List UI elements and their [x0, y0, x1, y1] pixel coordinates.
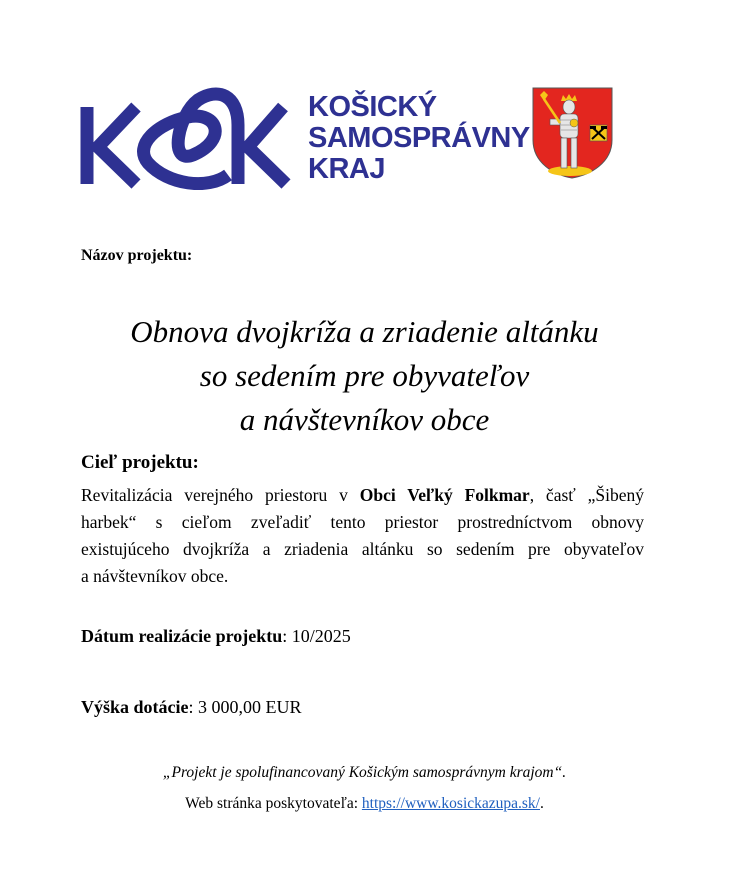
- project-name-label: Názov projektu:: [81, 247, 193, 264]
- goal-line-2: harbek“ s cieľom zveľadiť tento priestor prostredníctvom obnovy: [81, 512, 644, 532]
- provider-website: [0, 795, 729, 813]
- logo-line-1: KOŠICKÝ: [308, 91, 437, 123]
- realization-date: [81, 626, 351, 647]
- ksk-right-k-arms: [248, 107, 286, 184]
- municipality-name: Obci Veľký Folkmar: [359, 485, 530, 505]
- ksk-swirl: [144, 94, 238, 184]
- goal-line-4: a návštevníkov obce.: [81, 566, 229, 586]
- project-goal-text: [81, 482, 644, 590]
- ksk-logo: [78, 85, 530, 195]
- grant-amount-label: Výška dotácie: [81, 697, 189, 717]
- project-title: [0, 310, 729, 442]
- project-goal-label: Cieľ projektu:: [81, 452, 199, 473]
- logo-line-3: KRAJ: [308, 153, 385, 185]
- logo-line-2: SAMOSPRÁVNY: [308, 122, 530, 154]
- ksk-logo-mark: [78, 85, 293, 190]
- project-title-line-1: Obnova dvojkríža a zriadenie altánku: [130, 314, 599, 349]
- coat-of-arms: [530, 85, 615, 180]
- project-title-line-3: a návštevníkov obce: [239, 402, 490, 437]
- realization-date-label: Dátum realizácie projektu: [81, 626, 283, 646]
- cofinancing-note: „Projekt je spolufinancovaný Košickým samosprávnym krajom“.: [162, 764, 567, 781]
- realization-date-value: : 10/2025: [282, 626, 351, 646]
- project-title-line-2: so sedením pre obyvateľov: [199, 358, 530, 393]
- grant-amount: [81, 697, 302, 718]
- website-suffix: .: [540, 795, 544, 812]
- ksk-logo-text: [308, 92, 530, 185]
- goal-line-1: Revitalizácia verejného priestoru v Obci Veľký Folkmar, časť „Šibený: [81, 485, 644, 505]
- goal-line-3: existujúceho dvojkríža a zriadenia altánku so sedením pre obyvateľov: [81, 539, 644, 559]
- website-label: Web stránka poskytovateľa:: [185, 795, 362, 812]
- ksk-left-k-arms: [98, 107, 136, 184]
- ground-mound: [548, 166, 592, 176]
- mining-badge-icon: [590, 125, 607, 141]
- grant-amount-value: : 3 000,00 EUR: [188, 697, 302, 717]
- website-link[interactable]: https://www.kosickazupa.sk/: [361, 795, 540, 812]
